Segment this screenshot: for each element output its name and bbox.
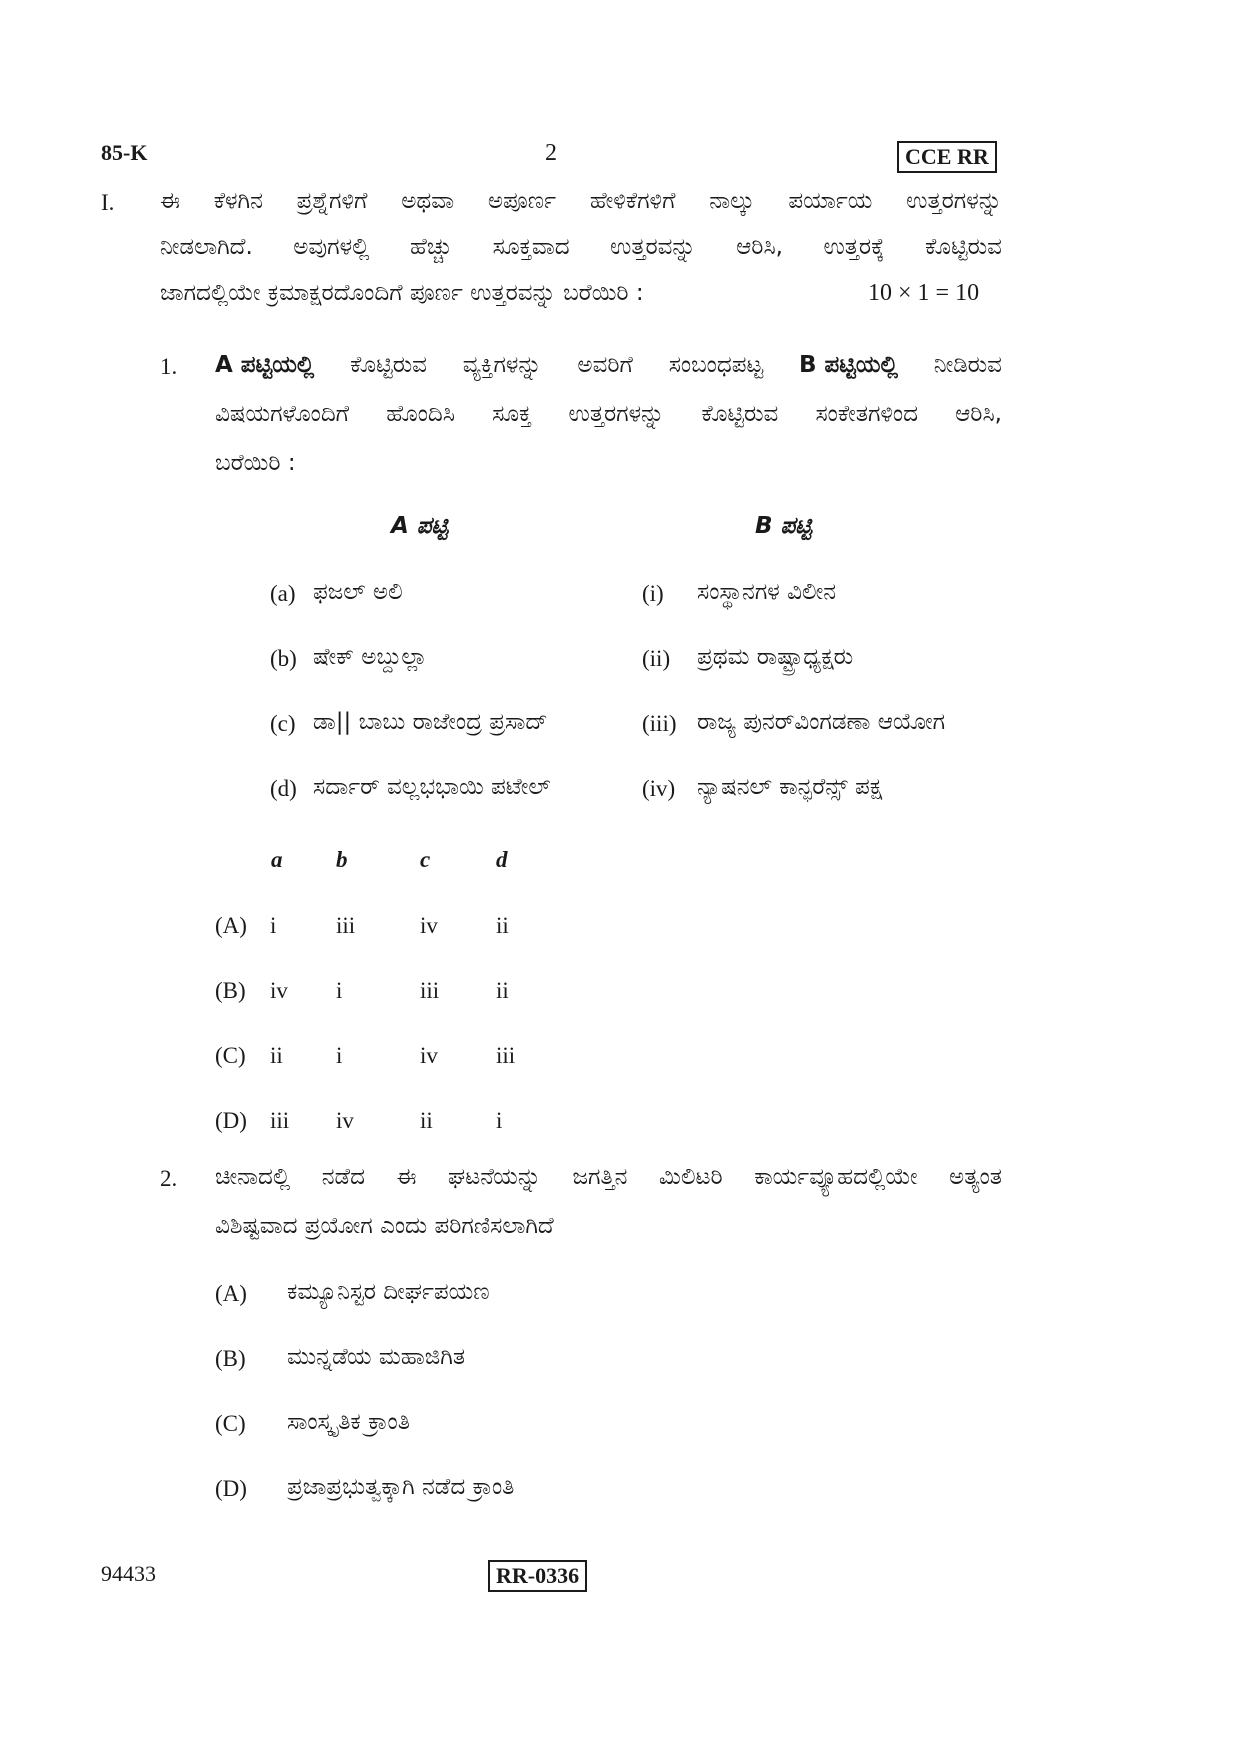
- list-a-label: (c): [270, 711, 296, 736]
- option-value: iv: [420, 1043, 438, 1068]
- word: ವಿಷಯಗಳೊಂದಿಗೆ: [215, 401, 350, 427]
- word: ಅವುಗಳಲ್ಲಿ: [293, 234, 370, 260]
- word: B ಪಟ್ಟಿಯಲ್ಲಿ: [798, 352, 898, 378]
- word: ಸೂಕ್ತ: [492, 401, 532, 427]
- word: ಕೊಟ್ಟಿರುವ: [701, 401, 779, 427]
- word: A ಪಟ್ಟಿಯಲ್ಲಿ: [215, 352, 315, 378]
- option-label: (B): [215, 1346, 246, 1371]
- section-instruction-line-3: ಜಾಗದಲ್ಲಿಯೇ ಕ್ರಮಾಕ್ಷರದೊಂದಿಗೆ ಪೂರ್ಣ ಉತ್ತರವನ್ನು ಬರೆಯಿರಿ :: [160, 280, 644, 306]
- word: ಪರ್ಯಾಯ: [788, 188, 873, 214]
- option-value: ii: [496, 913, 509, 938]
- list-a-item: ಫಜಲ್ ಅಲಿ: [313, 579, 403, 605]
- option-value: i: [270, 913, 277, 938]
- list-b-label: (iii): [642, 711, 677, 736]
- option-value: iv: [420, 913, 438, 938]
- option-label: (C): [215, 1411, 246, 1436]
- column-a-heading: A ಪಟ್ಟಿ: [391, 513, 449, 539]
- option-label: (D): [215, 1476, 247, 1501]
- option-text: ಸಾಂಸ್ಕೃತಿಕ ಕ್ರಾಂತಿ: [287, 1409, 410, 1435]
- option-label: (A): [215, 1281, 247, 1306]
- question-1-line-3: ಬರೆಯಿರಿ :: [215, 450, 296, 476]
- list-b-item: ಪ್ರಥಮ ರಾಷ್ಟ್ರಾಧ್ಯಕ್ಷರು: [697, 644, 854, 670]
- word: ಸಂಕೇತಗಳಿಂದ: [815, 401, 918, 427]
- word: ಆರಿಸಿ,: [955, 401, 1002, 427]
- option-text: ಮುನ್ನಡೆಯ ಮಹಾಜಿಗಿತ: [287, 1344, 466, 1370]
- list-b-item: ರಾಜ್ಯ ಪುನರ್‌ವಿಂಗಡಣಾ ಆಯೋಗ: [697, 709, 946, 735]
- option-value: iii: [270, 1108, 290, 1133]
- word: ಕೊಟ್ಟಿರುವ: [350, 352, 427, 378]
- word: ಅಥವಾ: [401, 188, 455, 214]
- option-label: (B): [215, 978, 246, 1003]
- word: ನೀಡಿರುವ: [933, 352, 1002, 378]
- word: ಕೊಟ್ಟಿರುವ: [925, 234, 1002, 260]
- list-a-item: ಷೇಕ್ ಅಬ್ದುಲ್ಲಾ: [313, 644, 428, 670]
- option-value: i: [496, 1108, 503, 1133]
- answer-column-header: a: [271, 847, 283, 872]
- list-a-label: (d): [270, 776, 297, 801]
- option-text: ಪ್ರಜಾಪ್ರಭುತ್ವಕ್ಕಾಗಿ ನಡೆದ ಕ್ರಾಂತಿ: [287, 1474, 515, 1500]
- word: ಆರಿಸಿ,: [736, 234, 783, 260]
- list-b-label: (iv): [642, 776, 676, 801]
- option-value: iii: [420, 978, 440, 1003]
- word: ನೀಡಲಾಗಿದೆ.: [160, 234, 253, 260]
- option-value: i: [336, 978, 343, 1003]
- word: ಸೂಕ್ತವಾದ: [492, 234, 570, 260]
- word: ಅವರಿಗೆ: [577, 352, 633, 378]
- option-label: (C): [215, 1043, 246, 1068]
- question-2-line-1: [215, 1164, 1002, 1190]
- list-a-item: ಸರ್ದಾರ್ ವಲ್ಲಭಭಾಯಿ ಪಟೇಲ್: [313, 774, 551, 800]
- section-number: I.: [101, 190, 115, 215]
- word: ಉತ್ತರವನ್ನು: [610, 234, 696, 260]
- question-1-line-2: [215, 401, 1002, 427]
- word: ಅತ್ಯಂತ: [949, 1164, 1002, 1190]
- option-value: iii: [496, 1043, 516, 1068]
- word: ವ್ಯಕ್ತಿಗಳನ್ನು: [462, 352, 542, 378]
- series-badge: CCE RR: [897, 141, 997, 173]
- word: ನಾಲ್ಕು: [709, 188, 755, 214]
- word: ಮಿಲಿಟರಿ: [658, 1164, 723, 1190]
- word: ಹೆಚ್ಚು: [409, 234, 453, 260]
- option-value: ii: [270, 1043, 283, 1068]
- question-number: 1.: [160, 354, 178, 379]
- footer-badge: RR-0336: [488, 1560, 587, 1592]
- option-value: iii: [336, 913, 356, 938]
- section-instruction-line-1: [160, 188, 1002, 214]
- list-a-label: (a): [270, 581, 296, 606]
- option-value: iv: [270, 978, 288, 1003]
- option-label: (D): [215, 1108, 247, 1133]
- word: ಉತ್ತರಕ್ಕೆ: [823, 234, 885, 260]
- page-number: 2: [545, 140, 557, 166]
- option-value: ii: [496, 978, 509, 1003]
- footer-code: 94433: [101, 1561, 156, 1586]
- answer-column-header: d: [496, 847, 508, 872]
- word: ಅಪೂರ್ಣ: [487, 188, 557, 214]
- option-value: i: [336, 1043, 343, 1068]
- answer-column-header: c: [420, 847, 431, 872]
- word: ಜಗತ್ತಿನ: [572, 1164, 628, 1190]
- word: ಹೇಳಿಕೆಗಳಿಗೆ: [589, 188, 676, 214]
- list-b-label: (ii): [642, 646, 671, 671]
- list-a-label: (b): [270, 646, 297, 671]
- word: ನಡೆದ: [321, 1164, 365, 1190]
- option-label: (A): [215, 913, 247, 938]
- question-2-line-2: ವಿಶಿಷ್ಟವಾದ ಪ್ರಯೋಗ ಎಂದು ಪರಿಗಣಿಸಲಾಗಿದೆ: [215, 1213, 554, 1239]
- question-1-line-1: [215, 352, 1002, 378]
- column-b-heading: B ಪಟ್ಟಿ: [755, 513, 812, 539]
- option-value: iv: [336, 1108, 354, 1133]
- option-value: ii: [420, 1108, 433, 1133]
- word: ಈ: [396, 1164, 417, 1190]
- word: ಹೊಂದಿಸಿ: [386, 401, 455, 427]
- word: ಪ್ರಶ್ನೆಗಳಿಗೆ: [296, 188, 368, 214]
- word: ಕೆಳಗಿನ: [213, 188, 263, 214]
- option-text: ಕಮ್ಯೂನಿಸ್ಟರ ದೀರ್ಘಪಯಣ: [287, 1279, 490, 1305]
- list-a-item: ಡಾ|| ಬಾಬು ರಾಜೇಂದ್ರ ಪ್ರಸಾದ್: [313, 709, 548, 735]
- marks-allocation: 10 × 1 = 10: [868, 280, 980, 306]
- paper-code: 85-K: [101, 140, 148, 165]
- list-b-label: (i): [642, 581, 664, 606]
- answer-column-header: b: [336, 847, 348, 872]
- question-number: 2.: [160, 1166, 178, 1191]
- section-instruction-line-2: [160, 234, 1002, 260]
- list-b-item: ನ್ಯಾಷನಲ್ ಕಾನ್ಫರೆನ್ಸ್ ಪಕ್ಷ: [697, 774, 883, 800]
- word: ಘಟನೆಯನ್ನು: [447, 1164, 542, 1190]
- word: ಚೀನಾದಲ್ಲಿ: [215, 1164, 291, 1190]
- word: ಉತ್ತರಗಳನ್ನು: [568, 401, 665, 427]
- word: ಉತ್ತರಗಳನ್ನು: [906, 188, 1002, 214]
- word: ಈ: [160, 188, 180, 214]
- word: ಸಂಬಂಧಪಟ್ಟ: [668, 352, 764, 378]
- list-b-item: ಸಂಸ್ಥಾನಗಳ ವಿಲೀನ: [697, 579, 836, 605]
- word: ಕಾರ್ಯವ್ಯೂಹದಲ್ಲಿಯೇ: [754, 1164, 918, 1190]
